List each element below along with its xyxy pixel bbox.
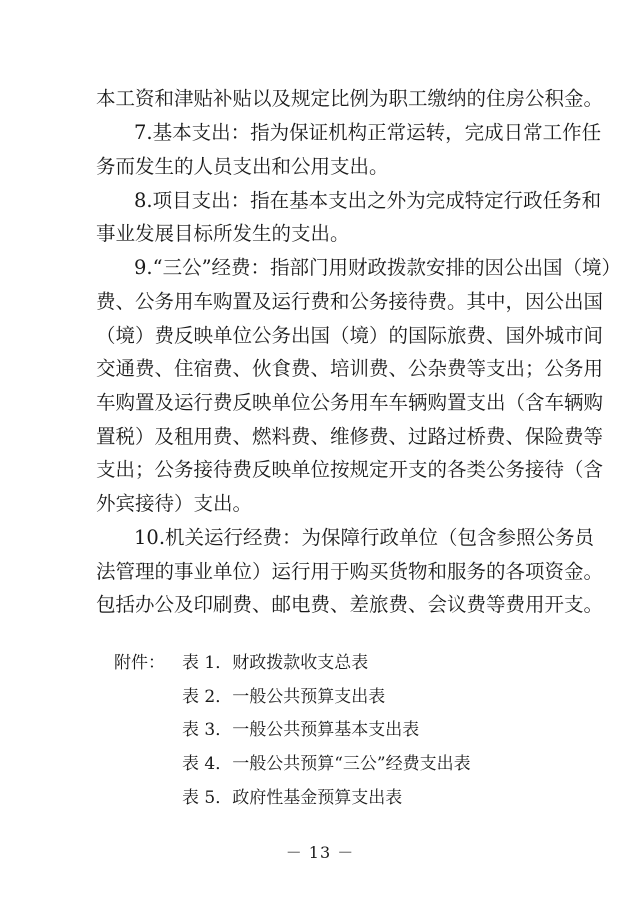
attachment-item-1: 表 1．财政拨款收支总表 (182, 653, 369, 673)
body-line-6: 9.“三公”经费：指部门用财政拨款安排的因公出国（境） (134, 256, 622, 279)
attachment-item-2: 表 2．一般公共预算支出表 (182, 687, 386, 707)
body-line-4: 8.项目支出：指在基本支出之外为完成特定行政任务和 (134, 189, 602, 212)
body-line-3: 务而发生的人员支出和公用支出。 (96, 155, 389, 178)
page-number: － 13 － (285, 843, 355, 862)
body-line-16: 包括办公及印刷费、邮电费、差旅费、会议费等费用开支。 (96, 593, 604, 616)
body-line-12: 支出；公务接待费反映单位按规定开支的各类公务接待（含 (96, 458, 604, 481)
attachments-label: 附件： (114, 653, 165, 673)
body-line-15: 法管理的事业单位）运行用于购买货物和服务的各项资金。 (96, 560, 604, 583)
body-line-11: 置税）及租用费、燃料费、维修费、过路过桥费、保险费等 (96, 425, 604, 448)
body-line-10: 车购置及运行费反映单位公务用车车辆购置支出（含车辆购 (96, 391, 604, 414)
body-line-1: 本工资和津贴补贴以及规定比例为职工缴纳的住房公积金。 (96, 87, 604, 110)
body-line-14: 10.机关运行经费：为保障行政单位（包含参照公务员 (134, 526, 595, 549)
body-line-5: 事业发展目标所发生的支出。 (96, 222, 350, 245)
body-line-9: 交通费、住宿费、伙食费、培训费、公杂费等支出；公务用 (96, 357, 604, 380)
attachment-item-4: 表 4．一般公共预算“三公”经费支出表 (182, 754, 471, 774)
body-line-2: 7.基本支出：指为保证机构正常运转，完成日常工作任 (134, 121, 602, 144)
attachment-item-5: 表 5．政府性基金预算支出表 (182, 788, 403, 808)
body-line-13: 外宾接待）支出。 (96, 492, 253, 515)
attachment-item-3: 表 3．一般公共预算基本支出表 (182, 720, 420, 740)
body-line-7: 费、公务用车购置及运行费和公务接待费。其中，因公出国 (96, 290, 604, 313)
body-line-8: （境）费反映单位公务出国（境）的国际旅费、国外城市间 (96, 324, 604, 347)
